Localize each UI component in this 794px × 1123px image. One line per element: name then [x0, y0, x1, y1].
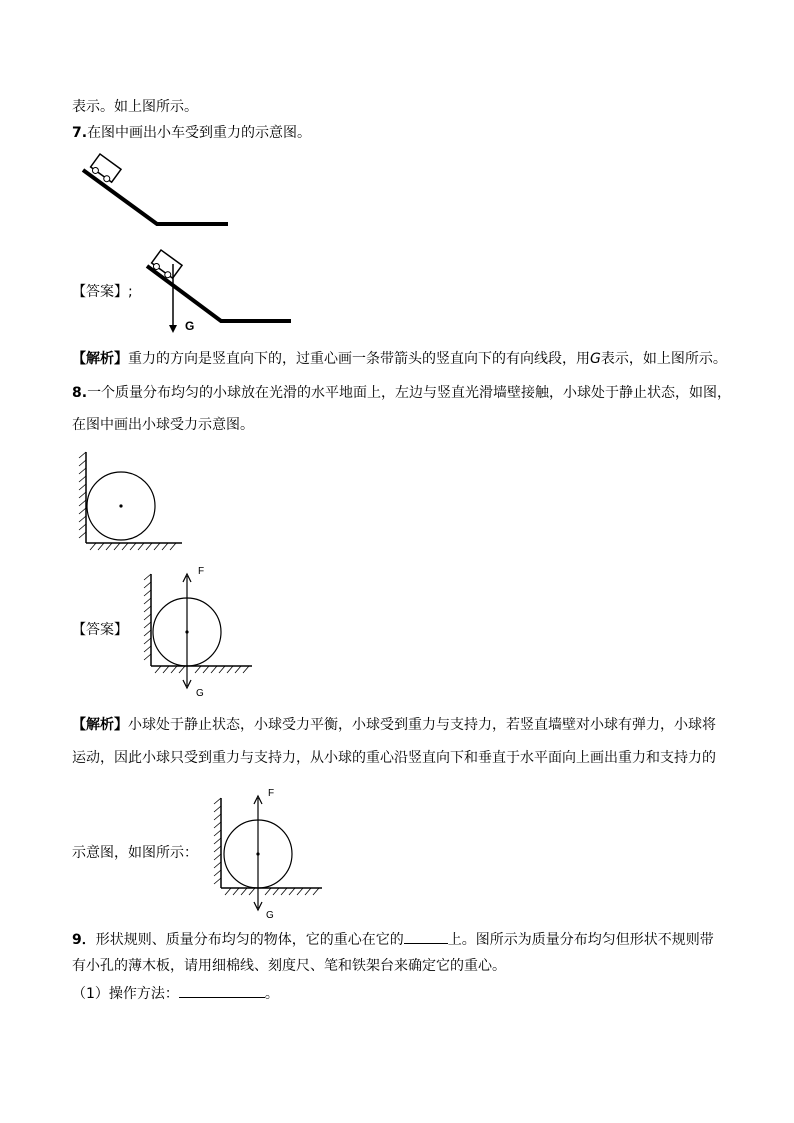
question-text: 在图中画出小车受到重力的示意图。	[87, 125, 312, 141]
question-text: 上。图所示为质量分布均匀但形状不规则带	[447, 932, 714, 948]
analysis-q7	[72, 349, 727, 369]
gravity-label: G	[196, 688, 204, 699]
support-label: F	[268, 788, 275, 799]
figure-ball-wall	[76, 450, 186, 550]
figure-incline-cart	[80, 152, 230, 232]
gravity-label: G	[185, 319, 195, 333]
answer-label: 【答案】	[72, 622, 128, 638]
gravity-label: G	[266, 910, 274, 921]
analysis-tag: 【解析】	[72, 717, 128, 733]
blank	[179, 983, 265, 998]
text-line: 表示。如上图所示。	[72, 99, 198, 115]
question-number: 7.	[72, 125, 88, 141]
question-9	[72, 929, 714, 950]
blank	[404, 929, 448, 944]
analysis-q8	[72, 715, 716, 735]
answer-label: 【答案】;	[72, 284, 133, 300]
question-number: 9．	[72, 932, 96, 948]
analysis-text: 运动，因此小球只受到重力与支持力，从小球的重心沿竖直向下和垂直于水平面向上画出重力和支持力的	[72, 750, 716, 766]
figure-ball-forces-analysis	[210, 784, 330, 924]
question-7	[72, 123, 311, 143]
analysis-text: 重力的方向是竖直向下的，过重心画一条带箭头的竖直向下的有向线段，用	[128, 351, 590, 367]
symbol-g: G	[590, 351, 601, 367]
question-8	[72, 383, 731, 403]
question-text: 一个质量分布均匀的小球放在光滑的水平地面上，左边与竖直光滑墙壁接触，小球处于静止状态，如图，	[87, 385, 732, 401]
analysis-text: 示意图，如图所示：	[72, 845, 198, 861]
question-number: 8.	[72, 385, 88, 401]
analysis-text: 小球处于静止状态，小球受力平衡，小球受到重力与支持力，若竖直墙壁对小球有弹力，小球将	[128, 717, 716, 733]
sub-question-1	[72, 983, 279, 1004]
sub-question-text: （1）操作方法：	[72, 986, 179, 1002]
support-label: F	[198, 566, 205, 577]
question-text: 有小孔的薄木板，请用细棉线、刻度尺、笔和铁架台来确定它的重心。	[72, 958, 506, 974]
sub-question-text: 。	[264, 986, 279, 1002]
question-text: 在图中画出小球受力示意图。	[72, 417, 254, 433]
question-text: 形状规则、质量分布均匀的物体，它的重心在它的	[95, 932, 404, 948]
analysis-tag: 【解析】	[72, 351, 128, 367]
figure-incline-cart-answer	[145, 246, 295, 336]
analysis-text: 表示，如上图所示。	[600, 351, 727, 367]
figure-ball-forces-answer	[140, 562, 260, 702]
